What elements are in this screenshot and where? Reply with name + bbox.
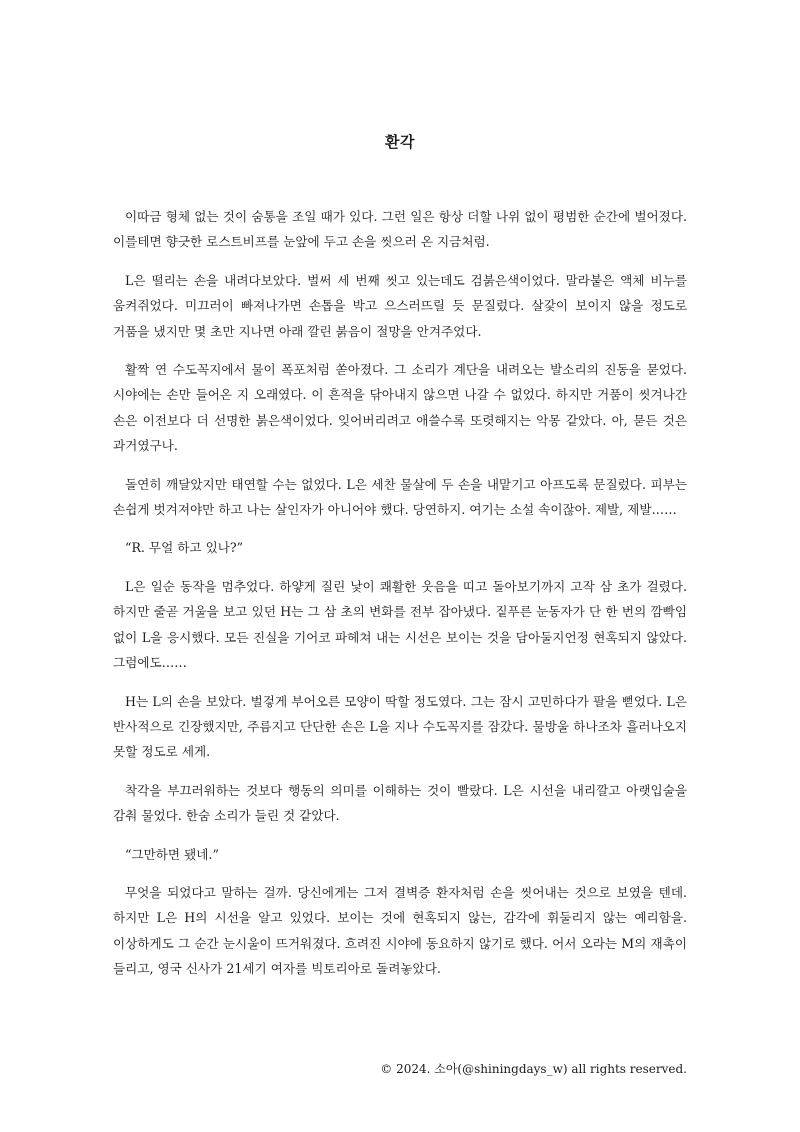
paragraph-10: 무엇을 되었다고 말하는 걸까. 당신에게는 그저 결벽증 환자처럼 손을 씻어내는 것으로 보였을 텐데. 하지만 L은 H의 시선을 알고 있었다. 보이는 것에 현혹되지 않는, 감각에 휘둘리지 않는 예리함을. 이상하게도 그 순간 눈시울이 뜨거워졌다. 흐려진 시야에 동요하지 않기로 했다. 어서 오라는 M의 재촉이 들리고, 영국 신사가 21세기 여자를 빅토리아로 돌려놓았다. bbox=[113, 884, 687, 977]
paragraph-5-dialogue: “R. 무얼 하고 있나?” bbox=[125, 540, 244, 556]
paragraph-7: H는 L의 손을 보았다. 벌겋게 부어오른 모양이 딱할 정도였다. 그는 잠시 고민하다가 팔을 뻗었다. L은 반사적으로 긴장했지만, 주름지고 단단한 손은 L을 지나 수도꼭지를 잠갔다. 물방울 하나조차 흘러나오지 못할 정도로 세게. bbox=[113, 693, 687, 760]
paragraph-4: 돌연히 깨달았지만 태연할 수는 없었다. L은 세찬 물살에 두 손을 내맡기고 아프도록 문질렀다. 피부는 손쉽게 벗겨져야만 하고 나는 살인자가 아니어야 했다. 당연하지. 여기는 소설 속이잖아. 제발, 제발…… bbox=[113, 476, 687, 518]
copyright-footer: © 2024. 소아(@shiningdays_w) all rights reserved. bbox=[380, 1062, 687, 1076]
paragraph-2: L은 떨리는 손을 내려다보았다. 벌써 세 번째 씻고 있는데도 검붉은색이었다. 말라붙은 액체 비누를 움켜쥐었다. 미끄러이 빠져나가면 손톱을 박고 으스러뜨릴 듯 문질렀다. 살갗이 보이지 않을 정도로 거품을 냈지만 몇 초만 지나면 아래 깔린 붉음이 절망을 안겨주었다. bbox=[113, 272, 687, 339]
paragraph-1: 이따금 형체 없는 것이 숨통을 조일 때가 있다. 그런 일은 항상 더할 나위 없이 평범한 순간에 벌어졌다. 이를테면 향긋한 로스트비프를 눈앞에 두고 손을 씻으러 온 지금처럼. bbox=[113, 209, 687, 250]
document-title: 환각 bbox=[385, 133, 415, 151]
paragraph-3: 활짝 연 수도꼭지에서 물이 폭포처럼 쏟아졌다. 그 소리가 계단을 내려오는 발소리의 진동을 묻었다. 시야에는 손만 들어온 지 오래였다. 이 흔적을 닦아내지 않으면 나갈 수 없었다. 하지만 거품이 씻겨나간 손은 이전보다 더 선명한 붉은색이었다. 잊어버리려고 애쓸수록 또렷해지는 악몽 같았다. 아, 묻든 것은 과거였구나. bbox=[113, 362, 687, 454]
paragraph-6: L은 일순 동작을 멈추었다. 하얗게 질린 낯이 쾌활한 웃음을 띠고 돌아보기까지 고작 삼 초가 걸렸다. 하지만 줄곧 거울을 보고 있던 H는 그 삼 초의 변화를 전부 잡아냈다. 짙푸른 눈동자가 단 한 번의 깜빡임 없이 L을 응시했다. 모든 진실을 기어코 파헤쳐 내는 시선은 보이는 것을 담아둘지언정 현혹되지 않았다. 그럼에도…… bbox=[113, 578, 687, 671]
paragraph-8: 착각을 부끄러워하는 것보다 행동의 의미를 이해하는 것이 빨랐다. L은 시선을 내리깔고 아랫입술을 감춰 물었다. 한숨 소리가 들린 것 같았다. bbox=[113, 782, 687, 824]
document-body bbox=[113, 204, 687, 995]
paragraph-9-dialogue: “그만하면 됐네.” bbox=[125, 846, 219, 862]
